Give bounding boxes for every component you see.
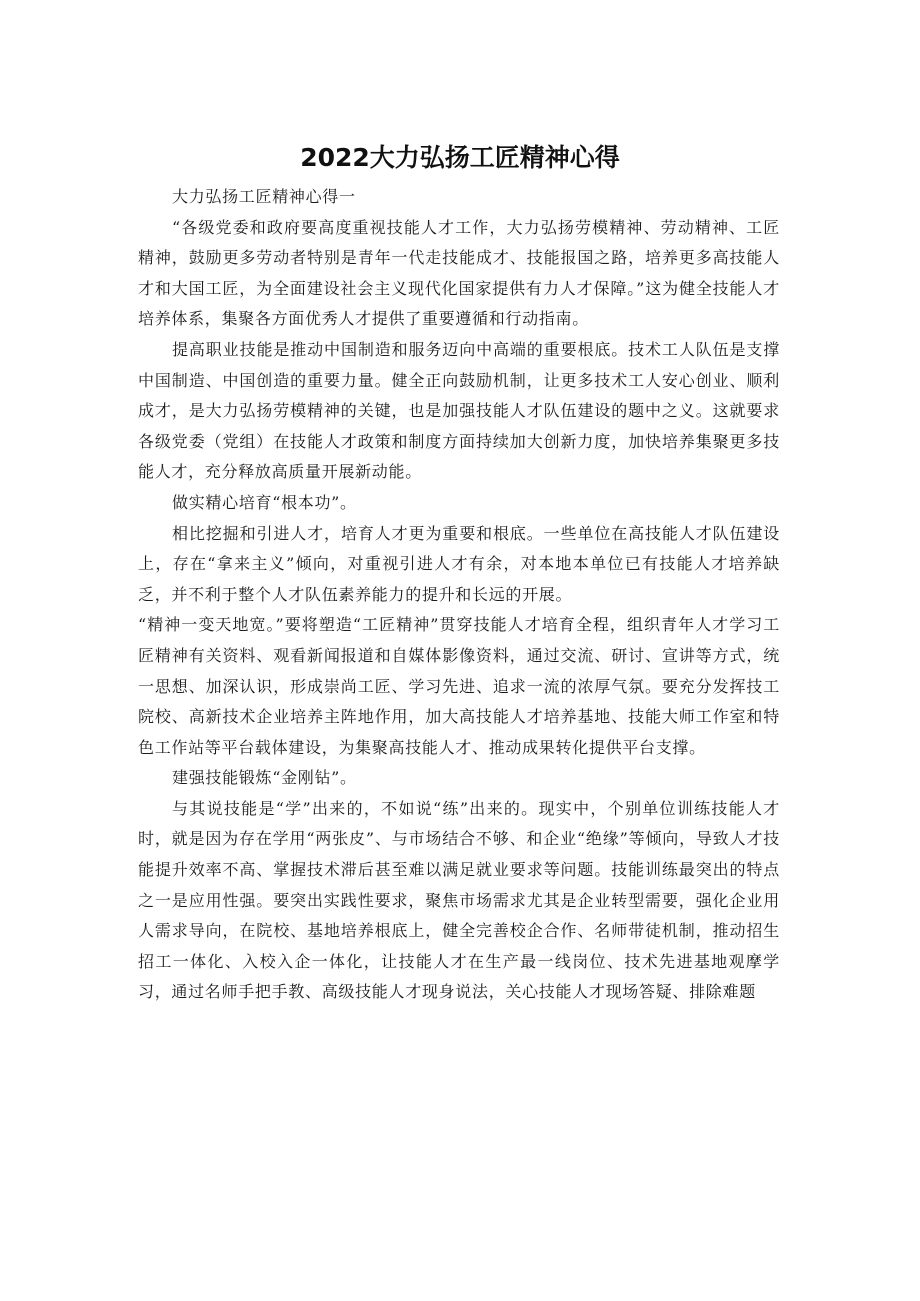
subheading-training: 建强技能锻炼“金刚钻”。 [172,768,357,788]
paragraph-quote: “各级党委和政府要高度重视技能人才工作，大力弘扬劳模精神、劳动精神、工匠精神，鼓励更多劳动者特别是青年一代走技能成才、技能报国之路，培养更多高技能人才和大国工匠，为全面建设社会主义现代化国家提供有力人才保障。”这为健全技能人才培养体系，集聚各方面优秀人才提供了重要遵循和行动指南。 [138,217,780,329]
page-bottom-margin [0,1262,920,1301]
document-title: 2022大力弘扬工匠精神心得 [300,143,620,172]
paragraph-cultivation: 相比挖掘和引进人才，培育人才更为重要和根底。一些单位在高技能人才队伍建设上，存在“拿来主义”倾向，对重视引进人才有余，对本地本单位已有技能人才培养缺乏，并不利于整个人才队伍素养能力的提升和长远的开展。 [138,523,780,604]
paragraph-spirit: “精神一变天地宽。”要将塑造“工匠精神”贯穿技能人才培育全程，组织青年人才学习工匠精神有关资料、观看新闻报道和自媒体影像资料，通过交流、研讨、宣讲等方式，统一思想、加深认识，形成崇尚工匠、学习先进、追求一流的浓厚气氛。要充分发挥技工院校、高新技术企业培养主阵地作用，加大高技能人才培养基地、技能大师工作室和特色工作站等平台载体建设，为集聚高技能人才、推动成果转化提供平台支撑。 [138,615,780,757]
section-heading-1: 大力弘扬工匠精神心得一 [172,187,356,206]
paragraph-practice: 与其说技能是“学”出来的，不如说“练”出来的。现实中，个别单位训练技能人才时，就是因为存在学用“两张皮”、与市场结合不够、和企业“绝缘”等倾向，导致人才技能提升效率不高、掌握技术滞后甚至难以满足就业要求等问题。技能训练最突出的特点之一是应用性强。要突出实践性要求，聚焦市场需求尤其是企业转型需要，强化企业用人需求导向，在院校、基地培养根底上，健全完善校企合作、名师带徒机制，推动招生招工一体化、入校入企一体化，让技能人才在生产最一线岗位、技术先进基地观摩学习，通过名师手把手教、高级技能人才现身说法，关心技能人才现场答疑、排除难题 [138,798,780,1002]
document-body [138,182,780,1008]
subheading-foundation: 做实精心培育“根本功”。 [172,492,357,512]
paragraph-skills: 提高职业技能是推动中国制造和服务迈向中高端的重要根底。技术工人队伍是支撑中国制造、中国创造的重要力量。健全正向鼓励机制，让更多技术工人安心创业、顺利成才，是大力弘扬劳模精神的关键，也是加强技能人才队伍建设的题中之义。这就要求各级党委（党组）在技能人才政策和制度方面持续加大创新力度，加快培养集聚更多技能人才，充分释放高质量开展新动能。 [138,339,780,482]
